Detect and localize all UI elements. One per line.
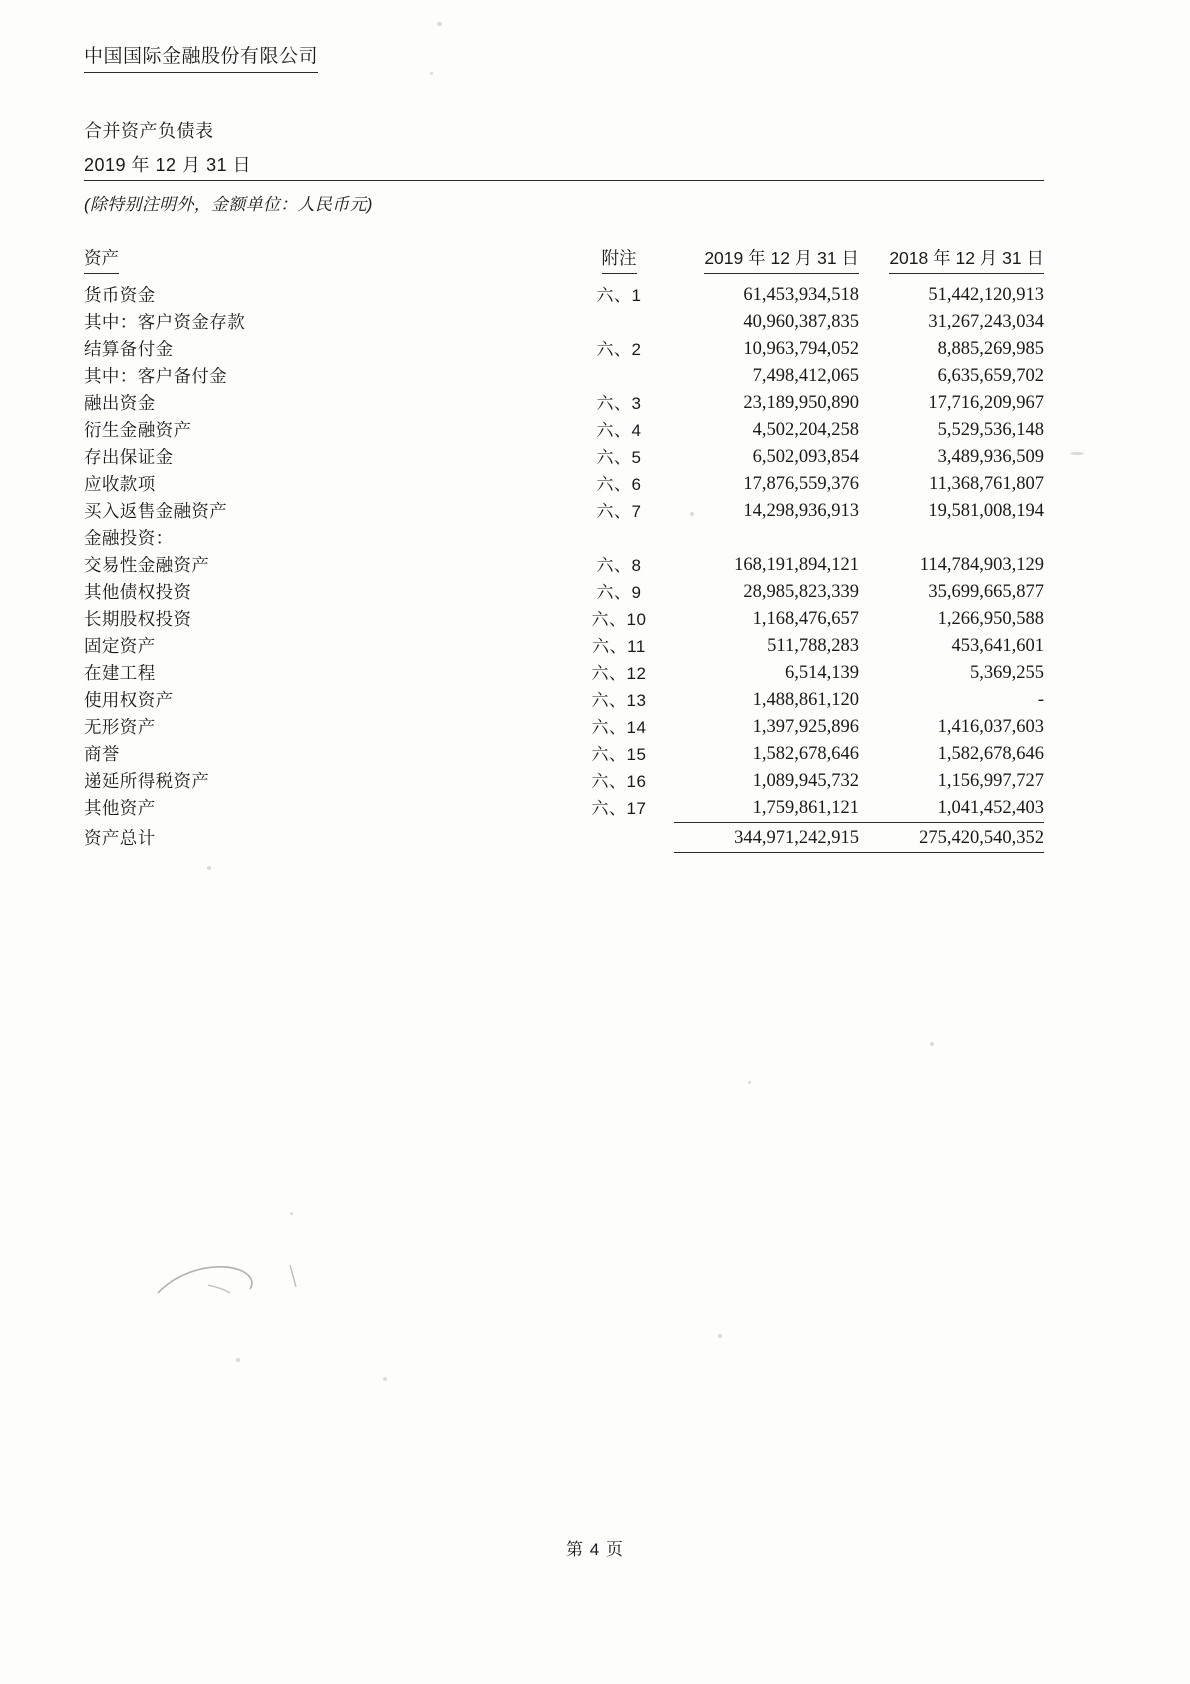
row-note: 六、10 — [591, 609, 647, 629]
row-note: 六、5 — [596, 447, 642, 467]
header-spacer — [84, 274, 1044, 282]
row-value-2018: 3,489,936,509 — [937, 446, 1044, 467]
row-note: 六、9 — [596, 582, 642, 602]
row-label: 其中：客户备付金 — [84, 365, 228, 386]
table-row — [84, 309, 1044, 336]
row-value-2019: 7,498,412,065 — [752, 365, 859, 386]
row-value-2019: 6,514,139 — [785, 662, 859, 683]
row-value-2019: 6,502,093,854 — [752, 446, 859, 467]
table-row — [84, 444, 1044, 471]
row-value-2018: 5,369,255 — [970, 662, 1044, 683]
scan-speck — [718, 1334, 722, 1338]
row-note: 六、14 — [591, 717, 647, 737]
row-value-2019: 61,453,934,518 — [743, 284, 859, 305]
row-value-2019: 1,168,476,657 — [752, 608, 859, 629]
document-content — [84, 44, 1104, 853]
row-value-2018: 31,267,243,034 — [928, 311, 1044, 332]
table-row — [84, 390, 1044, 417]
table-row — [84, 795, 1044, 823]
row-label: 货币资金 — [84, 284, 156, 305]
row-value-2018: 6,635,659,702 — [937, 365, 1044, 386]
table-header-row — [84, 245, 1044, 274]
total-label: 资产总计 — [84, 828, 156, 849]
header-rule — [84, 180, 1044, 181]
row-value-2018: 1,266,950,588 — [937, 608, 1044, 629]
table-row — [84, 525, 1044, 552]
table-body — [84, 282, 1044, 823]
row-label: 递延所得税资产 — [84, 770, 210, 791]
row-note: 六、3 — [596, 393, 642, 413]
statement-title: 合并资产负债表 — [84, 120, 214, 141]
table-row — [84, 633, 1044, 660]
scan-speck — [290, 1212, 293, 1215]
header-col-2018: 2018 年 12 月 31 日 — [859, 245, 1044, 274]
row-value-2018 — [859, 525, 1044, 552]
row-value-2018: 1,416,037,603 — [937, 716, 1044, 737]
row-note — [564, 309, 674, 336]
scan-speck — [748, 1081, 751, 1084]
row-note: 六、8 — [596, 555, 642, 575]
row-value-2019: 1,397,925,896 — [752, 716, 859, 737]
row-note: 六、7 — [596, 501, 642, 521]
scan-speck — [207, 866, 211, 870]
row-label: 在建工程 — [84, 662, 156, 683]
total-value-2018: 275,420,540,352 — [859, 822, 1044, 852]
row-label: 应收款项 — [84, 473, 156, 494]
row-label: 存出保证金 — [84, 446, 174, 467]
header-assets: 资产 — [84, 245, 564, 274]
row-note: 六、6 — [596, 474, 642, 494]
row-value-2019: 23,189,950,890 — [743, 392, 859, 413]
row-value-2019: 14,298,936,913 — [743, 500, 859, 521]
handwriting-mark — [150, 1255, 340, 1315]
total-value-2019: 344,971,242,915 — [674, 822, 859, 852]
table-row — [84, 687, 1044, 714]
row-label: 结算备付金 — [84, 338, 174, 359]
row-label: 其中：客户资金存款 — [84, 311, 246, 332]
row-label: 长期股权投资 — [84, 608, 192, 629]
row-note — [564, 525, 674, 552]
row-label: 其他资产 — [84, 798, 156, 819]
table-row — [84, 741, 1044, 768]
scan-speck — [236, 1358, 240, 1362]
row-note: 六、2 — [596, 339, 642, 359]
row-value-2018: 1,041,452,403 — [937, 797, 1044, 818]
row-value-2018: 51,442,120,913 — [928, 284, 1044, 305]
total-row — [84, 822, 1044, 852]
table-row — [84, 552, 1044, 579]
table-row — [84, 282, 1044, 309]
header-col-2019: 2019 年 12 月 31 日 — [674, 245, 859, 274]
row-value-2019: 1,759,861,121 — [752, 797, 859, 818]
row-value-2019: 40,960,387,835 — [743, 311, 859, 332]
balance-sheet-table — [84, 245, 1044, 853]
row-value-2018: 114,784,903,129 — [919, 554, 1044, 575]
row-label: 其他债权投资 — [84, 581, 192, 602]
row-value-2018: 5,529,536,148 — [937, 419, 1044, 440]
row-value-2019: 28,985,823,339 — [743, 581, 859, 602]
row-label: 金融投资： — [84, 527, 174, 548]
row-value-2018: 8,885,269,985 — [937, 338, 1044, 359]
row-note: 六、4 — [596, 420, 642, 440]
total-note — [564, 822, 674, 852]
row-value-2018: 11,368,761,807 — [929, 473, 1044, 494]
row-value-2018: - — [1037, 689, 1044, 710]
row-value-2018: 453,641,601 — [951, 635, 1044, 656]
row-note: 六、17 — [591, 799, 647, 819]
row-value-2019: 10,963,794,052 — [743, 338, 859, 359]
row-label: 融出资金 — [84, 392, 156, 413]
table-row — [84, 498, 1044, 525]
company-name: 中国国际金融股份有限公司 — [84, 44, 318, 73]
row-value-2019: 4,502,204,258 — [752, 419, 859, 440]
page-number: 第 4 页 — [566, 1540, 624, 1559]
row-value-2018: 17,716,209,967 — [928, 392, 1044, 413]
table-row — [84, 714, 1044, 741]
row-note: 六、1 — [596, 285, 642, 305]
table-row — [84, 579, 1044, 606]
statement-date: 2019 年 12 月 31 日 — [84, 154, 252, 175]
row-label: 交易性金融资产 — [84, 554, 210, 575]
row-value-2018: 1,156,997,727 — [937, 770, 1044, 791]
row-value-2019: 17,876,559,376 — [743, 473, 859, 494]
scan-speck — [930, 1042, 934, 1046]
row-label: 使用权资产 — [84, 689, 174, 710]
row-note: 六、13 — [591, 690, 647, 710]
table-row — [84, 471, 1044, 498]
row-label: 固定资产 — [84, 635, 156, 656]
row-value-2019: 1,488,861,120 — [752, 689, 859, 710]
row-value-2018: 19,581,008,194 — [928, 500, 1044, 521]
table-row — [84, 417, 1044, 444]
row-value-2019: 168,191,894,121 — [734, 554, 859, 575]
row-note: 六、16 — [591, 771, 647, 791]
scan-speck — [383, 1377, 387, 1381]
row-note: 六、12 — [591, 663, 647, 683]
table-row — [84, 606, 1044, 633]
table-row — [84, 768, 1044, 795]
row-value-2019: 511,788,283 — [767, 635, 859, 656]
header-note: 附注 — [564, 245, 674, 274]
row-value-2019: 1,582,678,646 — [752, 743, 859, 764]
row-note: 六、15 — [591, 744, 647, 764]
row-value-2018: 1,582,678,646 — [937, 743, 1044, 764]
table-row — [84, 336, 1044, 363]
scan-speck — [437, 22, 442, 26]
row-value-2019 — [674, 525, 859, 552]
row-label: 买入返售金融资产 — [84, 500, 228, 521]
table-row — [84, 363, 1044, 390]
row-note — [564, 363, 674, 390]
row-value-2019: 1,089,945,732 — [752, 770, 859, 791]
row-value-2018: 35,699,665,877 — [928, 581, 1044, 602]
row-label: 无形资产 — [84, 716, 156, 737]
table-row — [84, 660, 1044, 687]
currency-unit-note: (除特别注明外，金额单位：人民币元) — [84, 194, 373, 214]
row-label: 商誉 — [84, 743, 120, 764]
row-note: 六、11 — [592, 636, 646, 656]
row-label: 衍生金融资产 — [84, 419, 192, 440]
